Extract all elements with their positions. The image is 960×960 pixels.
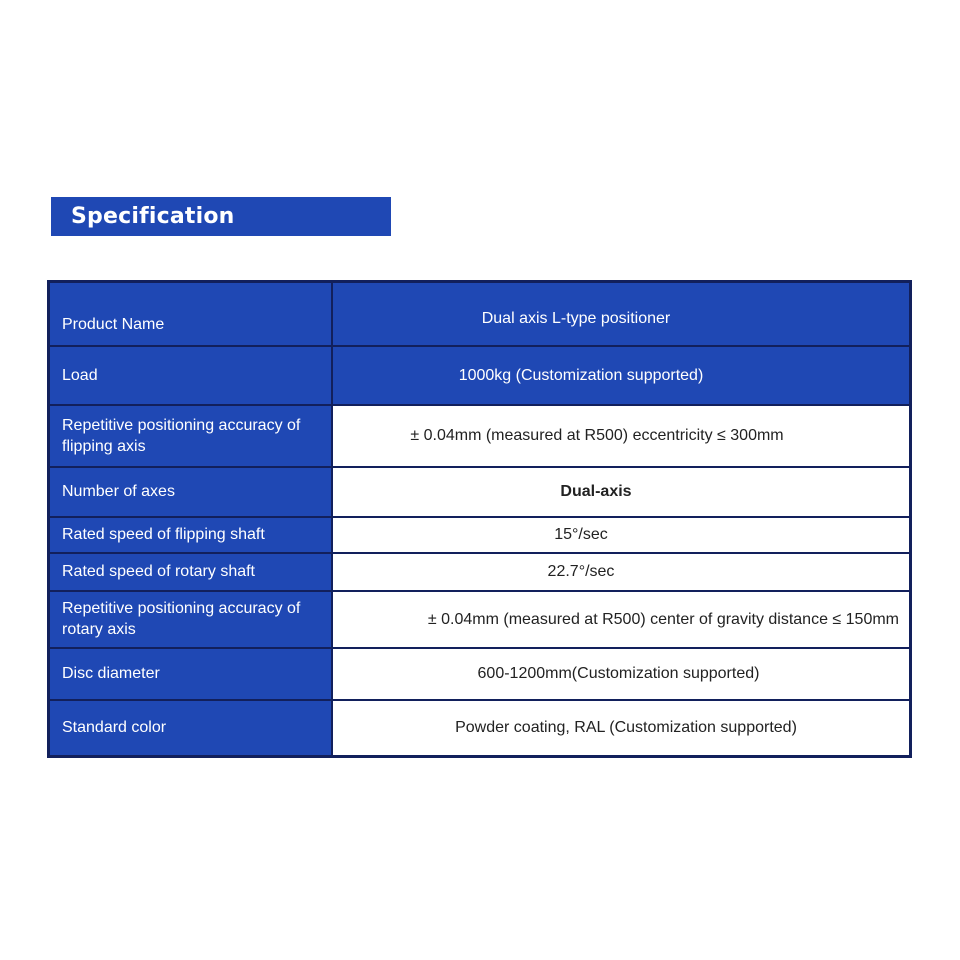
value-standard-color-text: Powder coating, RAL (Customization supported) [455,719,797,737]
value-flipping-accuracy [332,405,911,467]
value-flipping-accuracy-text: ± 0.04mm (measured at R500) eccentricity ≤ 300mm [410,427,784,444]
table-row-product-name [49,282,911,346]
label-flipping-speed: Rated speed of flipping shaft [49,517,333,553]
value-number-of-axes-text: Dual-axis [560,483,632,500]
label-rotary-accuracy: Repetitive positioning accuracy of rotary axis [49,591,333,648]
value-rotary-speed-text: 22.7°/sec [547,563,615,580]
value-rotary-accuracy [332,591,911,648]
value-product-name [332,282,911,346]
table-row-number-of-axes [49,467,911,517]
specification-table [47,280,912,758]
table-row-disc-diameter [49,648,911,700]
table-row-load [49,346,911,405]
value-rotary-speed [332,553,911,591]
value-number-of-axes [332,467,911,517]
label-standard-color: Standard color [49,700,333,757]
value-load [332,346,911,405]
label-product-name: Product Name [49,282,333,346]
table-row-flipping-accuracy [49,405,911,467]
value-flipping-speed [332,517,911,553]
table-row-flipping-speed [49,517,911,553]
value-disc-diameter [332,648,911,700]
value-standard-color [332,700,911,757]
section-title: Specification [71,204,235,229]
label-flipping-accuracy: Repetitive positioning accuracy of flipping axis [49,405,333,467]
section-title-banner [51,197,391,236]
value-product-name-text: Dual axis L-type positioner [481,310,671,327]
value-rotary-accuracy-text: ± 0.04mm (measured at R500) center of gravity distance ≤ 150mm [427,610,899,628]
value-flipping-speed-text: 15°/sec [554,526,608,543]
label-number-of-axes: Number of axes [49,467,333,517]
table-row-rotary-speed [49,553,911,591]
label-rotary-speed: Rated speed of rotary shaft [49,553,333,591]
value-disc-diameter-text: 600-1200mm(Customization supported) [477,665,760,682]
label-load: Load [49,346,333,405]
table-row-rotary-accuracy [49,591,911,648]
label-disc-diameter: Disc diameter [49,648,333,700]
table-row-standard-color [49,700,911,757]
value-load-text: 1000kg (Customization supported) [458,366,704,384]
